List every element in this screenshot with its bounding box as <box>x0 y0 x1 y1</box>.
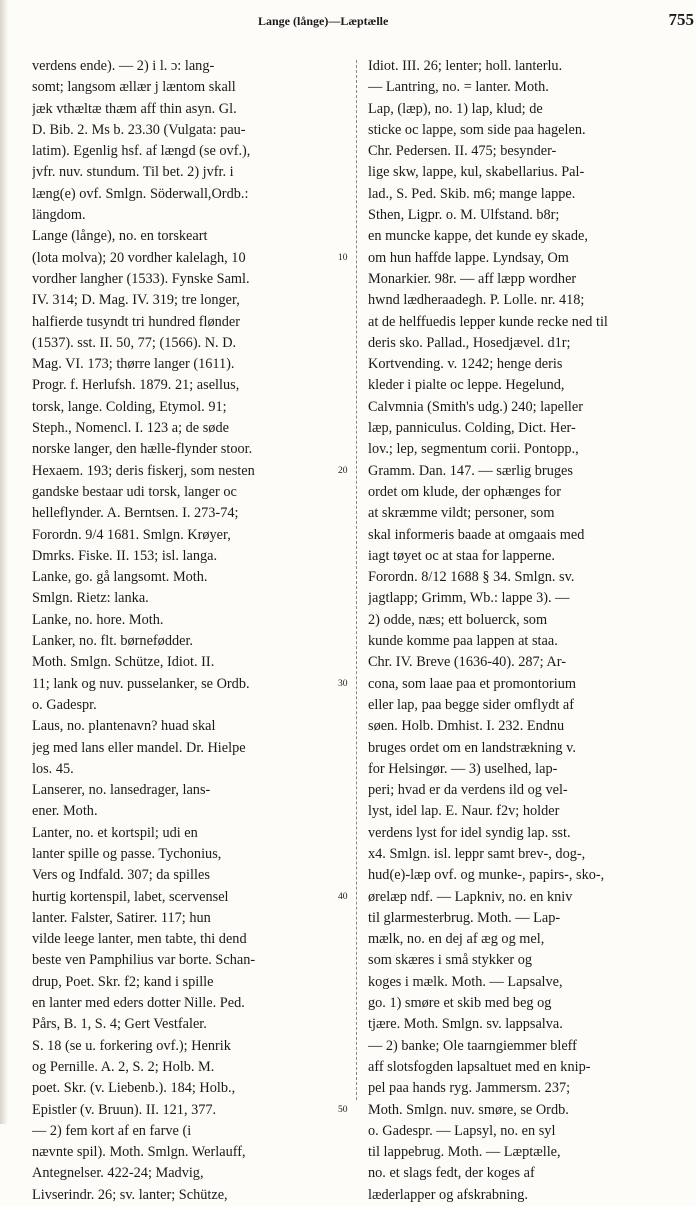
column-divider <box>356 60 357 1100</box>
text-line: 2) odde, næs; ett boluerck, som <box>368 611 548 628</box>
text-line: torsk, lange. Colding, Etymol. 91; <box>32 398 227 415</box>
text-line: Forordn. 8/12 1688 § 34. Smlgn. sv. <box>368 569 575 586</box>
text-line: somt; langsom ællær j læntom skall <box>32 79 236 96</box>
text-line: Moth. Smlgn. Schütze, Idiot. II. <box>32 654 215 671</box>
text-line: til glarmesterbrug. Moth. — Lap- <box>368 909 561 926</box>
text-line: Chr. IV. Breve (1636-40). 287; Ar- <box>368 654 566 671</box>
text-line: Smlgn. Rietz: lanka. <box>32 590 149 607</box>
text-line: søen. Holb. Dmhist. I. 232. Endnu <box>368 718 565 735</box>
text-line: at skræmme vildt; personer, som <box>368 505 555 522</box>
text-line: lanter spille og passe. Tychonius, <box>32 845 222 862</box>
text-line: Livserindr. 26; sv. lanter; Schütze, <box>32 1186 228 1203</box>
text-line: Sthen, Ligpr. o. M. Ulfstand. b8r; <box>368 207 560 224</box>
text-line: Forordn. 9/4 1681. Smlgn. Krøyer, <box>32 526 231 543</box>
line-number-marker: 20 <box>338 465 348 476</box>
text-line: Lanserer, no. lansedrager, lans- <box>32 782 211 799</box>
text-line: som skæres i små stykker og <box>368 952 533 969</box>
page-number: 755 <box>668 10 694 29</box>
text-line: (lota molva); 20 vordher kalelagh, 10 <box>32 249 246 266</box>
text-line: verdens lyst for idel syndig lap. sst. <box>368 824 571 841</box>
right-column <box>368 56 684 1206</box>
page-edge-shadow <box>0 0 8 1124</box>
text-line: pel paa hands ryg. Jammersm. 237; <box>368 1080 571 1097</box>
text-line: längdom. <box>32 207 86 224</box>
text-line: x4. Smlgn. isl. leppr samt brev-, dog-, <box>368 845 586 862</box>
text-line: jagtlapp; Grimm, Wb.: lappe 3). — <box>368 590 570 607</box>
text-line: ordet om klude, der ophænges for <box>368 483 561 500</box>
text-line: skal informeris baade at omgaais med <box>368 526 585 543</box>
text-line: vilde leege lanter, men tabte, thi dend <box>32 931 247 948</box>
text-line: peri; hvad er da verdens ild og vel- <box>368 782 568 799</box>
text-line: lige skw, lappe, kul, skabellarius. Pal- <box>368 164 585 181</box>
text-line: læp, panniculus. Colding, Dict. Her- <box>368 420 576 437</box>
text-line: S. 18 (se u. forkering ovf.); Henrik <box>32 1037 231 1054</box>
text-line: om hun haffde lappe. Lyndsay, Om <box>368 249 569 266</box>
text-line: latim). Egenlig hsf. af længd (se ovf.), <box>32 143 251 160</box>
text-line: Idiot. III. 26; lenter; holl. lanterlu. <box>368 58 563 74</box>
text-line: Progr. f. Herlufsh. 1879. 21; asellus, <box>32 377 240 394</box>
text-line: en lanter med eders dotter Nille. Ped. <box>32 995 245 1012</box>
text-line: gandske bestaar udi torsk, langer oc <box>32 483 237 500</box>
text-line: beste ven Pamphilius var borte. Schan- <box>32 952 256 969</box>
text-line: hud(e)-læp ovf. og munke-, papirs-, sko-, <box>368 867 605 884</box>
text-line: jeg med lans eller mandel. Dr. Hielpe <box>32 739 246 756</box>
text-line: poet. Skr. (v. Liebenb.). 184; Holb., <box>32 1080 236 1097</box>
text-line: eller lap, paa begge sider omflydt af <box>368 696 575 713</box>
text-line: Mag. VI. 173; thørre langer (1611). <box>32 356 235 373</box>
text-line: Vers og Indfald. 307; da spilles <box>32 867 210 884</box>
text-line: Pårs, B. 1, S. 4; Gert Vestfaler. <box>32 1016 207 1033</box>
text-line: D. Bib. 2. Ms b. 23.30 (Vulgata: pau- <box>32 121 246 138</box>
text-line: los. 45. <box>32 760 74 777</box>
line-number-marker: 40 <box>338 891 348 902</box>
text-line: læng(e) ovf. Smlgn. Söderwall,Ordb.: <box>32 185 249 202</box>
text-line: Lanke, no. hore. Moth. <box>32 611 164 628</box>
text-line: deris sko. Pallad., Hosedjævel. d1r; <box>368 334 571 351</box>
text-line: jæk vthæltæ thæm aff thin asyn. Gl. <box>32 100 237 117</box>
text-line: Lanke, go. gå langsomt. Moth. <box>32 569 208 586</box>
text-line: iagt tøyet oc at staa for lapperne. <box>368 547 555 564</box>
text-line: Lanter, no. et kortspil; udi en <box>32 824 198 841</box>
text-line: — 2) banke; Ole taarngiemmer bleff <box>368 1037 577 1054</box>
text-line: — 2) fem kort af en farve (i <box>32 1122 192 1139</box>
text-line: Lange (långe), no. en torskeart <box>32 228 208 245</box>
line-number-marker: 30 <box>338 678 348 689</box>
text-line: o. Gadespr. — Lapsyl, no. en syl <box>368 1122 556 1139</box>
text-line: nævnte spil). Moth. Smlgn. Werlauff, <box>32 1144 246 1161</box>
text-line: norske langer, den hælle-flynder stoor. <box>32 441 253 458</box>
text-line: at de helffuedis lepper kunde recke ned til <box>368 313 608 330</box>
text-line: tjære. Moth. Smlgn. sv. lappsalva. <box>368 1016 563 1033</box>
text-line: Laus, no. plantenavn? huad skal <box>32 718 216 735</box>
text-line: o. Gadespr. <box>32 696 97 713</box>
text-line: hwnd lædheraadegh. P. Lolle. nr. 418; <box>368 292 585 309</box>
text-line: drup, Poet. Skr. f2; kand i spille <box>32 973 214 990</box>
text-line: aff slotsfogden lapsaltuet med en knip- <box>368 1058 591 1075</box>
running-head: Lange (långe)—Læptælle <box>258 14 389 28</box>
text-line: Moth. Smlgn. nuv. smøre, se Ordb. <box>368 1101 569 1118</box>
line-number-marker: 10 <box>338 252 348 263</box>
text-line: en muncke kappe, det kunde ey skade, <box>368 228 588 245</box>
text-line: halfierde tusyndt tri hundred flønder <box>32 313 241 330</box>
text-line: for Helsingør. — 3) uselhed, lap- <box>368 760 558 777</box>
text-line: mælk, no. en dej af æg og mel, <box>368 931 545 948</box>
text-line: Epistler (v. Bruun). II. 121, 377. <box>32 1101 217 1118</box>
text-line: Gramm. Dan. 147. — særlig bruges <box>368 462 573 479</box>
text-line: Antegnelser. 422-24; Madvig, <box>32 1165 204 1182</box>
text-line: kleder i pialte oc leppe. Hegelund, <box>368 377 565 394</box>
text-line: læderlapper og afskrabning. <box>368 1186 528 1203</box>
text-line: Dmrks. Fiske. II. 153; isl. langa. <box>32 547 218 564</box>
text-line: hurtig kortenspil, labet, scervensel <box>32 888 229 905</box>
text-line: Hexaem. 193; deris fiskerj, som nesten <box>32 462 255 479</box>
text-line: kunde komme paa lappen at staa. <box>368 633 558 650</box>
text-line: sticke oc lappe, som side paa hagelen. <box>368 121 586 138</box>
text-line: lad., S. Ped. Skib. m6; mange lappe. <box>368 185 576 202</box>
text-line: Chr. Pedersen. II. 475; besynder- <box>368 143 557 160</box>
text-line: Steph., Nomencl. I. 123 a; de søde <box>32 420 229 437</box>
text-line: Kortvending. v. 1242; henge deris <box>368 356 563 373</box>
text-line: ener. Moth. <box>32 803 98 820</box>
text-line: bruges ordet om en landstrækning v. <box>368 739 576 756</box>
text-line: (1537). sst. II. 50, 77; (1566). N. D. <box>32 334 237 351</box>
text-line: no. et slags fedt, der koges af <box>368 1165 535 1182</box>
text-line: vordher langher (1533). Fynske Saml. <box>32 270 250 287</box>
text-line: go. 1) smøre et skib med beg og <box>368 995 552 1012</box>
text-line: 11; lank og nuv. pusselanker, se Ordb. <box>32 675 250 692</box>
text-line: ørelæp ndf. — Lapkniv, no. en kniv <box>368 888 573 905</box>
text-line: lyst, idel lap. E. Naur. f2v; holder <box>368 803 560 820</box>
text-line: Lanker, no. flt. børnefødder. <box>32 633 194 650</box>
text-line: IV. 314; D. Mag. IV. 319; tre longer, <box>32 292 240 309</box>
text-line: til lappebrug. Moth. — Læptælle, <box>368 1144 561 1161</box>
left-column <box>32 56 338 1206</box>
text-line: Calvmnia (Smith's udg.) 240; lapeller <box>368 398 584 415</box>
text-line: og Pernille. A. 2, S. 2; Holb. M. <box>32 1058 215 1075</box>
text-line: cona, som laae paa et promontorium <box>368 675 577 692</box>
text-line: Monarkier. 98r. — aff læpp wordher <box>368 270 577 287</box>
text-line: Lap, (læp), no. 1) lap, klud; de <box>368 100 543 117</box>
line-number-marker: 50 <box>338 1104 348 1115</box>
text-line: lov.; lep, segmentum corii. Pontopp., <box>368 441 579 458</box>
text-line: — Lantring, no. = lanter. Moth. <box>368 79 549 96</box>
text-line: helleflynder. A. Berntsen. I. 273-74; <box>32 505 239 522</box>
page-header <box>0 10 696 34</box>
text-line: lanter. Falster, Satirer. 117; hun <box>32 909 211 926</box>
text-line: koges i mælk. Moth. — Lapsalve, <box>368 973 563 990</box>
text-line: jvfr. nuv. stundum. Til bet. 2) jvfr. i <box>32 164 234 181</box>
text-line: verdens ende). — 2) i l. ɔ: lang- <box>32 58 215 74</box>
